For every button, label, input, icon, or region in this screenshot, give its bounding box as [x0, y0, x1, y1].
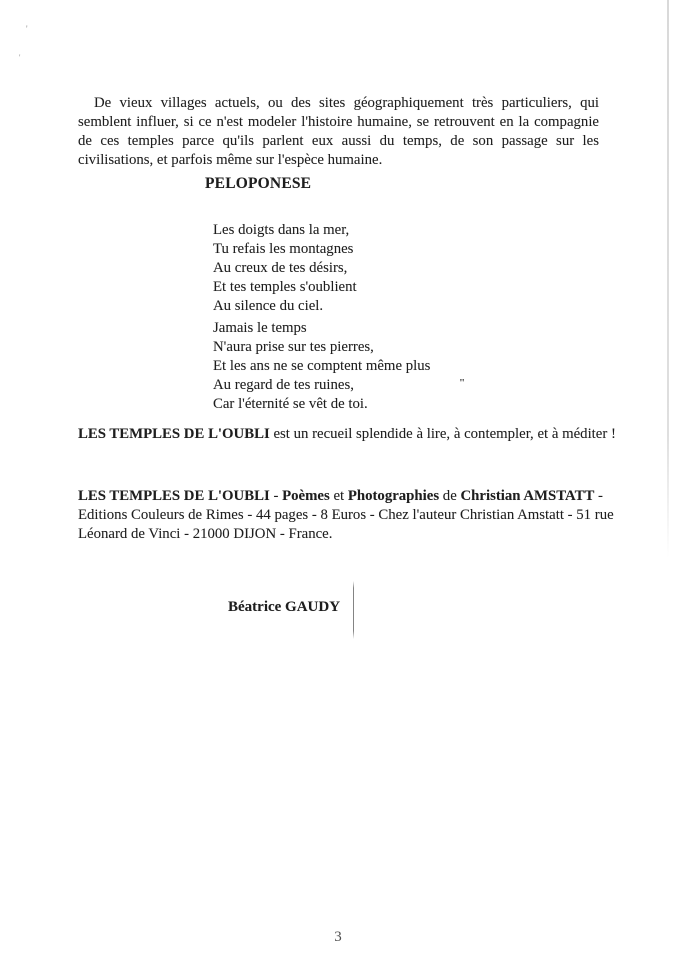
vertical-rule [353, 581, 354, 639]
poem-line: Jamais le temps [213, 320, 307, 336]
poem-line: Les doigts dans la mer, [213, 222, 350, 238]
poem-line: Au regard de tes ruines, [213, 377, 354, 393]
poem-title: PELOPONESE [205, 175, 312, 192]
poem-line: Au creux de tes désirs, [213, 260, 348, 276]
poem-stanza-2 [213, 319, 430, 414]
poem-line: Car l'éternité se vêt de toi. [213, 396, 368, 412]
details-line [78, 487, 618, 506]
poem-line: Et les ans ne se comptent même plus [213, 358, 431, 374]
scan-edge-artifact [667, 0, 669, 558]
review-text: est un recueil splendide à lire, à contempler, et à méditer ! [269, 426, 616, 442]
bold-text-segment: Christian AMSTATT [460, 488, 595, 504]
text-segment: - [269, 488, 283, 504]
text-segment: - [594, 488, 603, 504]
details-line [78, 525, 618, 544]
intro-paragraph: De vieux villages actuels, ou des sites géographiquement très particuliers, qui semblent influer, si ce n'est modeler l'histoire humaine, se retrouvent en la compagnie de ces temples parce qu'ils parlent eux aussi du temps, de son passage sur les civilisations, et parfois même sur l'espèce humaine. [78, 94, 599, 168]
scan-speck-artifact: ' [26, 24, 28, 34]
book-title-bold: LES TEMPLES DE L'OUBLI [78, 426, 270, 442]
poem-line: Au silence du ciel. [213, 298, 324, 314]
text-segment: de [439, 488, 461, 504]
poem-line: Et tes temples s'oublient [213, 279, 357, 295]
author-signature: Béatrice GAUDY [228, 599, 341, 615]
book-details-paragraph [78, 487, 618, 544]
bold-text-segment: Poèmes [282, 488, 330, 504]
text-segment: Editions Couleurs de Rimes - 44 pages - 8 Euros - Chez l'auteur Christian Amstatt - 51 rue [78, 507, 614, 523]
poem-stanza-1 [213, 221, 357, 316]
poem-line: Tu refais les montagnes [213, 241, 354, 257]
closing-quote-mark: " [459, 377, 466, 389]
page-number: 3 [334, 929, 342, 945]
bold-text-segment: LES TEMPLES DE L'OUBLI [78, 488, 270, 504]
poem-line: N'aura prise sur tes pierres, [213, 339, 374, 355]
scan-speck-artifact: ' [19, 53, 21, 62]
bold-text-segment: Photographies [347, 488, 440, 504]
details-line [78, 506, 618, 525]
text-segment: et [329, 488, 348, 504]
review-line [78, 425, 618, 444]
text-segment: Léonard de Vinci - 21000 DIJON - France. [78, 526, 333, 542]
